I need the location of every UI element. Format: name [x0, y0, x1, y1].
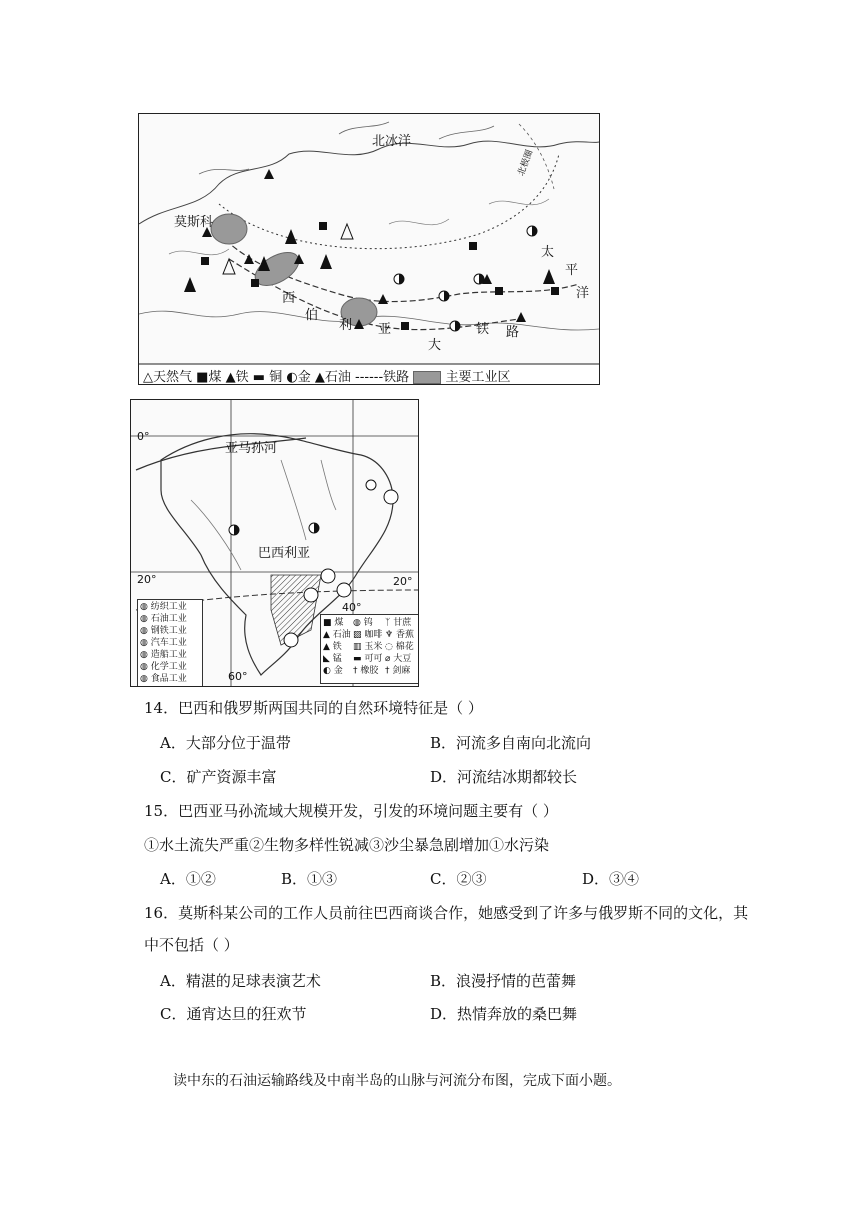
- railway-icon: ------: [355, 370, 384, 385]
- legend-rubber: † 橡胶: [353, 666, 379, 676]
- q15-option-a[interactable]: A．①②: [160, 870, 216, 888]
- lon-60-label: 60°: [228, 670, 248, 683]
- q15-option-c[interactable]: C．②③: [430, 870, 487, 888]
- legend-sugarcane: ᛉ 甘蔗: [385, 618, 412, 628]
- legend-shipbuilding: ◍ 造船工业: [140, 650, 187, 660]
- legend-food: ◍ 食品工业: [140, 674, 187, 684]
- legend-banana: ♆ 香蕉: [385, 630, 414, 640]
- natural-gas-icon: △: [143, 370, 153, 385]
- legend-iron: ▲ 铁: [323, 642, 342, 652]
- legend-petroleum: ◍ 石油工业: [140, 614, 187, 624]
- q14-option-c[interactable]: C．矿产资源丰富: [160, 768, 277, 786]
- russia-map: [138, 113, 600, 385]
- legend-auto: ◍ 汽车工业: [140, 638, 187, 648]
- coal-icon: ■: [196, 370, 209, 385]
- brazil-map: [130, 399, 419, 687]
- siberia-label-4: 亚: [378, 322, 392, 337]
- legend-gold: 金: [297, 370, 311, 385]
- q14-option-b[interactable]: B．河流多自南向北流向: [430, 734, 592, 752]
- question-15-statements: ①水土流失严重②生物多样性锐减③沙尘暴急剧增加①水污染: [144, 836, 550, 854]
- q15-option-b[interactable]: B．①③: [281, 870, 338, 888]
- siberia-label-7: 路: [506, 325, 520, 340]
- siberia-label-6: 铁: [476, 322, 490, 337]
- legend-industrial: 主要工业区: [445, 370, 511, 385]
- moscow-label: 莫斯科: [174, 215, 214, 230]
- arctic-circle-label: 北极圈: [516, 148, 536, 178]
- q16-option-b[interactable]: B．浪漫抒情的芭蕾舞: [430, 972, 577, 990]
- pacific-label-3: 洋: [576, 286, 590, 301]
- industry-legend: [137, 599, 203, 687]
- q14-option-a[interactable]: A．大部分位于温带: [160, 734, 291, 752]
- legend-railway: 铁路: [383, 370, 410, 385]
- lat-0-label: 0°: [137, 430, 150, 443]
- lat-20-left-label: 20°: [137, 573, 157, 586]
- q16-option-a[interactable]: A．精湛的足球表演艺术: [160, 972, 321, 990]
- gold-icon: ◐: [286, 370, 298, 385]
- brasilia-label: 巴西利亚: [258, 546, 311, 561]
- oil-icon: ▲: [314, 370, 325, 385]
- q15-option-d[interactable]: D．③④: [582, 870, 640, 888]
- legend-chemical: ◍ 化学工业: [140, 662, 187, 672]
- legend-tungsten: ◍ 钨: [353, 618, 373, 628]
- copper-icon: ▬: [252, 370, 266, 385]
- lat-20-right-label: 20°: [393, 575, 413, 588]
- siberia-label-2: 伯: [305, 308, 319, 323]
- legend-soybean: ⌀ 大豆: [385, 654, 412, 664]
- legend-manganese: ◣ 锰: [323, 654, 342, 664]
- lon-40-label: 40°: [342, 601, 362, 614]
- pacific-label-1: 太: [541, 245, 555, 260]
- siberia-label-5: 大: [428, 338, 442, 353]
- question-15-stem: 15．巴西亚马孙流域大规模开发，引发的环境问题主要有（ ）: [144, 802, 558, 820]
- legend-coal: 煤: [208, 370, 222, 385]
- legend-natural-gas: 天然气: [153, 370, 193, 385]
- pacific-label-2: 平: [565, 263, 579, 278]
- resource-legend: [320, 614, 419, 684]
- amazon-river-label: 亚马孙河: [225, 441, 278, 456]
- legend-oil: ▲ 石油: [323, 630, 351, 640]
- next-section-intro: 读中东的石油运输路线及中南半岛的山脉与河流分布图，完成下面小题。: [173, 1073, 621, 1089]
- legend-coal: ■ 煤: [323, 618, 344, 628]
- legend-sisal: † 剑麻: [385, 666, 411, 676]
- question-16-stem-cont: 中不包括（ ）: [144, 936, 239, 954]
- siberia-label-3: 利: [339, 318, 353, 333]
- legend-iron: 铁: [235, 370, 249, 385]
- legend-textile: ◍ 纺织工业: [140, 602, 187, 612]
- q14-option-d[interactable]: D．河流结冰期都较长: [430, 768, 578, 786]
- industrial-area-icon: [413, 371, 441, 384]
- legend-gold: ◐ 金: [323, 666, 343, 676]
- arctic-ocean-label: 北冰洋: [372, 134, 412, 149]
- q16-option-d[interactable]: D．热情奔放的桑巴舞: [430, 1005, 578, 1023]
- legend-oil: 石油: [324, 370, 351, 385]
- legend-coffee: ▨ 咖啡: [353, 630, 383, 640]
- legend-cotton: ◌ 棉花: [385, 642, 414, 652]
- iron-icon: ▲: [225, 370, 236, 385]
- legend-corn: ▥ 玉米: [353, 642, 383, 652]
- question-14-stem: 14．巴西和俄罗斯两国共同的自然环境特征是（ ）: [144, 699, 483, 717]
- siberia-label-1: 西: [282, 291, 296, 306]
- q16-option-c[interactable]: C．通宵达旦的狂欢节: [160, 1005, 307, 1023]
- legend-steel: ◍ 钢铁工业: [140, 626, 187, 636]
- legend-copper: 铜: [269, 370, 283, 385]
- question-16-stem: 16．莫斯科某公司的工作人员前往巴西商谈合作，她感受到了许多与俄罗斯不同的文化，其: [144, 904, 749, 922]
- legend-cocoa: ▬ 可可: [353, 654, 383, 664]
- russia-map-legend: [143, 366, 510, 385]
